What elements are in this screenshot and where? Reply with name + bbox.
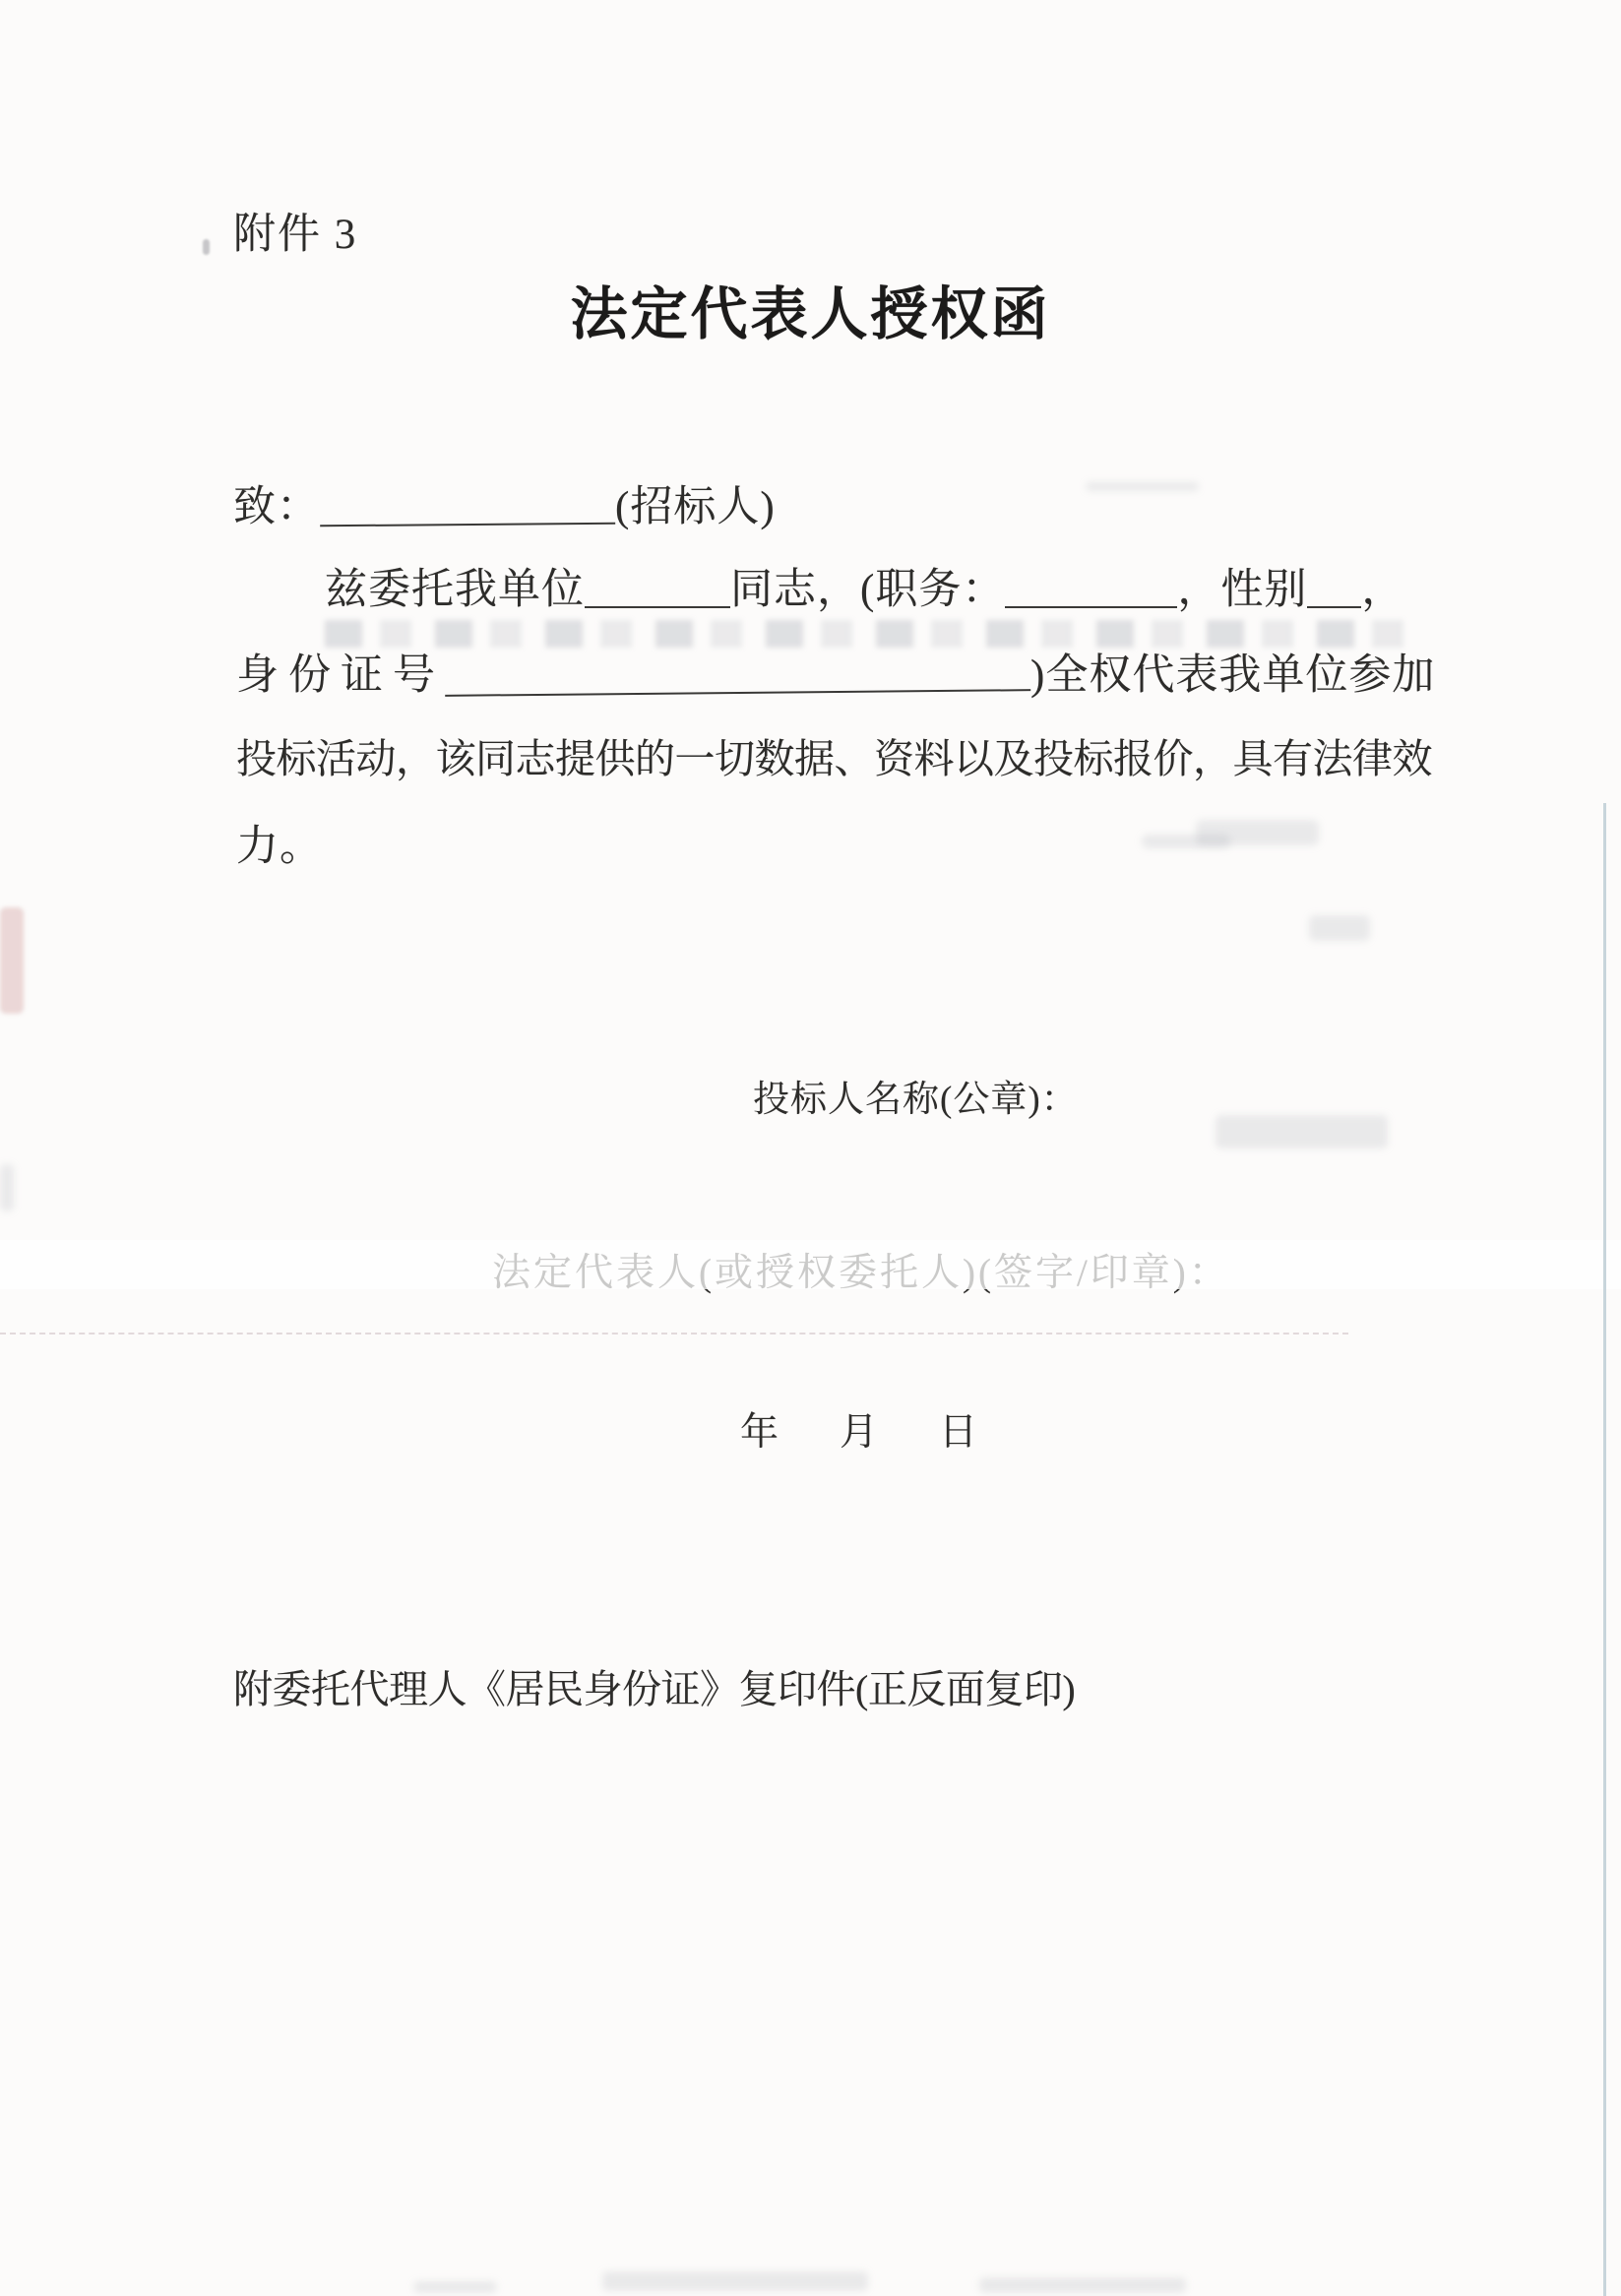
scan-smudge [1142, 835, 1230, 848]
salutation-line [233, 481, 776, 531]
date-year-label: 年 [740, 1411, 779, 1454]
blank-id-number [445, 647, 1030, 697]
after-id-text: )全权代表我单位参加 [1030, 652, 1436, 699]
attachment-note: 附委托代理人《居民身份证》复印件(正反面复印) [233, 1667, 1076, 1711]
date-line [740, 1411, 977, 1456]
blank-agent-name [585, 564, 730, 608]
recipient-hint: (招标人) [615, 483, 776, 530]
delegation-line-4: 力。 [236, 824, 323, 870]
blank-gender [1307, 564, 1361, 608]
blank-job-title [1005, 564, 1177, 608]
scan-smudge [1309, 915, 1370, 941]
date-day-label: 日 [939, 1411, 978, 1454]
scan-bleedthrough-row [325, 620, 1407, 648]
delegation-line-3: 投标活动，该同志提供的一切数据、资料以及投标报价，具有法律效 [236, 736, 1432, 781]
delegation-line-2 [236, 650, 1435, 700]
scan-light-band [0, 1240, 1621, 1289]
salutation-to-label: 致： [233, 483, 320, 530]
id-number-label: 身份证号 [236, 652, 445, 699]
bidder-seal-label: 投标人名称(公章)： [753, 1080, 1079, 1120]
scan-smudge [1216, 1115, 1388, 1148]
comrade-and-title: 同志，(职务： [730, 566, 1006, 613]
scan-smudge [602, 2271, 868, 2291]
blank-recipient-name [320, 480, 615, 527]
date-month-label: 月 [840, 1411, 879, 1454]
scan-edge-line [1603, 803, 1606, 2296]
scan-smudge [413, 2281, 497, 2293]
scan-speck [203, 239, 210, 255]
scan-smudge-pink [0, 907, 24, 1014]
attachment-label: 附件 3 [233, 212, 358, 258]
scan-smudge [979, 2277, 1186, 2293]
scan-dashed-line [0, 1333, 1348, 1334]
scan-smudge [1086, 482, 1199, 491]
trailing-comma: ， [1361, 566, 1405, 613]
entrust-prefix: 兹委托我单位 [325, 566, 585, 613]
scan-smudge [0, 1164, 14, 1211]
gender-label: ，性别 [1177, 566, 1308, 613]
delegation-line-1 [325, 564, 1404, 614]
document-title: 法定代表人授权函 [570, 282, 1051, 346]
